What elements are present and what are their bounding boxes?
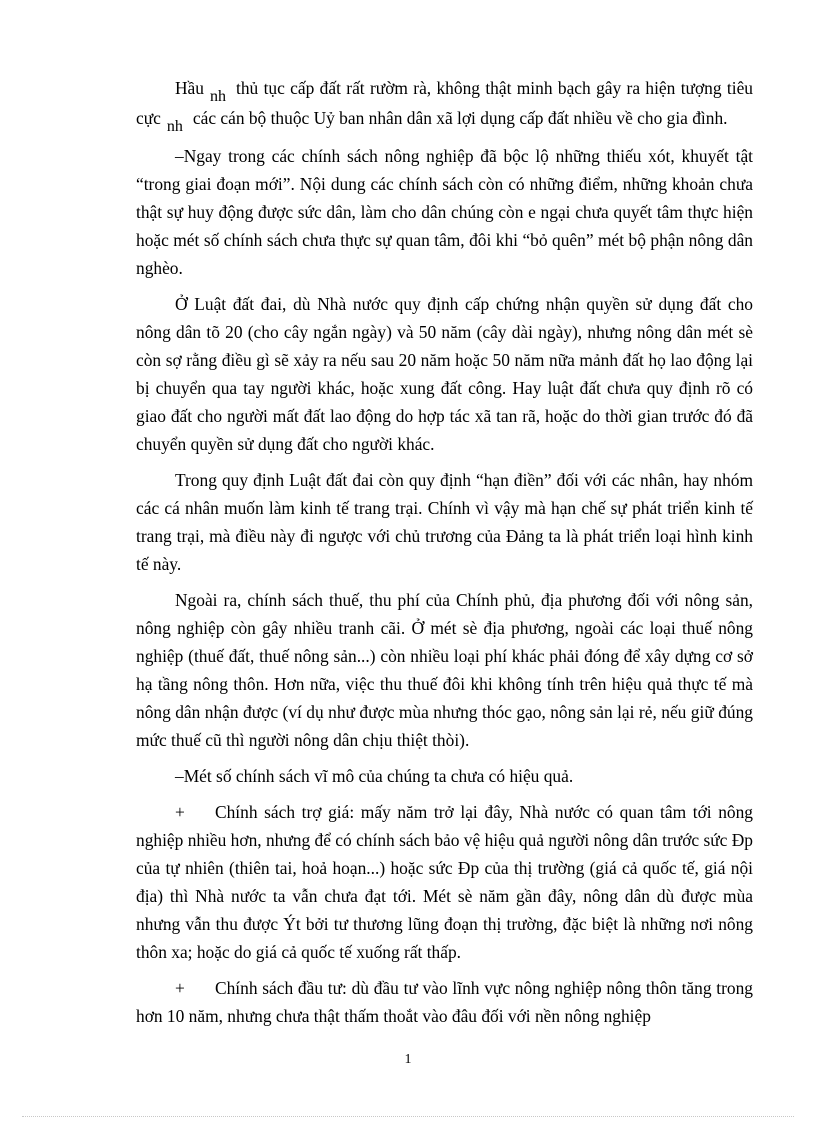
subscript-fragment: nh bbox=[209, 88, 226, 105]
page-number: 1 bbox=[404, 1052, 412, 1067]
paragraph-1-part-1: Hầu bbox=[175, 78, 204, 98]
bullet-mark: + bbox=[175, 978, 185, 998]
subscript-fragment: nh bbox=[166, 118, 183, 135]
bullet-item-investment bbox=[136, 974, 753, 1030]
paragraph-1-part-2: thủ tục cấp đất rất rườm rà, không thật minh bạch gây ra hiện tượng tiêu cực bbox=[136, 78, 753, 128]
paragraph-6: –Mét số chính sách vĩ mô của chúng ta chưa có hiệu quả. bbox=[175, 766, 574, 786]
document-page bbox=[136, 74, 753, 1038]
bullet-text: Chính sách đầu tư: dù đầu tư vào lĩnh vực nông nghiệp nông thôn tăng trong hơn 10 năm, nhưng chưa thật thấm thoắt vào đâu đối với nền nông nghiệp bbox=[136, 978, 753, 1026]
bullet-mark: + bbox=[175, 802, 185, 822]
bullet-item-price-support bbox=[136, 798, 753, 966]
paragraph-5: Ngoài ra, chính sách thuế, thu phí của Chính phủ, địa phương đối với nông sản, nông nghiệp còn gây nhiều tranh cãi. Ở mét sè địa phương, ngoài các loại thuế nông nghiệp (thuế đất, thuế nông sản...) còn nhiều loại phí khác phải đóng để xây dựng cơ sở hạ tầng nông thôn. Hơn nữa, việc thu thuế đôi khi không tính trên hiệu quả thực tế mà nông dân nhận được (ví dụ như được mùa nhưng thóc gạo, nông sản lại rẻ, nếu giữ đúng mức thuế cũ thì người nông dân chịu thiệt thòi). bbox=[136, 590, 753, 750]
paragraph-1 bbox=[136, 74, 753, 134]
paragraph-3: Ở Luật đất đai, dù Nhà nước quy định cấp chứng nhận quyền sử dụng đất cho nông dân tõ 20 (cho cây ngắn ngày) và 50 năm (cây dài ngày), nhưng nông dân mét sè còn sợ rằng điều gì sẽ xảy ra nếu sau 20 năm hoặc 50 năm nữa mảnh đất họ lao động lại bị chuyển qua tay người khác, hoặc xung đất công. Hay luật đất chưa quy định rõ có giao đất cho người mất đất lao động do hợp tác xã tan rã, hoặc do thời gian trước đó đã chuyển quyền sử dụng đất cho người khác. bbox=[136, 294, 753, 454]
footer-divider bbox=[22, 1116, 794, 1117]
paragraph-4: Trong quy định Luật đất đai còn quy định “hạn điền” đối với các nhân, hay nhóm các cá nhân muốn làm kinh tế trang trại. Chính vì vậy mà hạn chế sự phát triển kinh tế trang trại, mà điều này đi ngược với chủ trương của Đảng ta là phát triển loại hình kinh tế này. bbox=[136, 470, 753, 574]
paragraph-2: –Ngay trong các chính sách nông nghiệp đã bộc lộ những thiếu xót, khuyết tật “trong giai đoạn mới”. Nội dung các chính sách còn có những điểm, những khoản chưa thật sự huy động được sức dân, làm cho dân chúng còn e ngại chưa quyết tâm thực hiện hoặc mét số chính sách chưa thực sự quan tâm, đôi khi “bỏ quên” mét bộ phận nông dân nghèo. bbox=[136, 146, 753, 278]
paragraph-1-part-3: các cán bộ thuộc Uỷ ban nhân dân xã lợi dụng cấp đất nhiều về cho gia đình. bbox=[192, 108, 728, 128]
bullet-text: Chính sách trợ giá: mấy năm trở lại đây, Nhà nước có quan tâm tới nông nghiệp nhiều hơn, nhưng để có chính sách bảo vệ hiệu quả người nông dân trước sức Đp của tự nhiên (thiên tai, hoả hoạn...) hoặc sức Đp của thị trường (giá cả quốc tế, giá nội địa) thì Nhà nước ta vẫn chưa đạt tới. Mét sè năm gần đây, nông dân dù được mùa nhưng vẫn thu được Ýt bởi tư thương lũng đoạn thị trường, đặc biệt là những nơi nông thôn xa; hoặc do giá cả quốc tế xuống rất thấp. bbox=[136, 802, 753, 962]
